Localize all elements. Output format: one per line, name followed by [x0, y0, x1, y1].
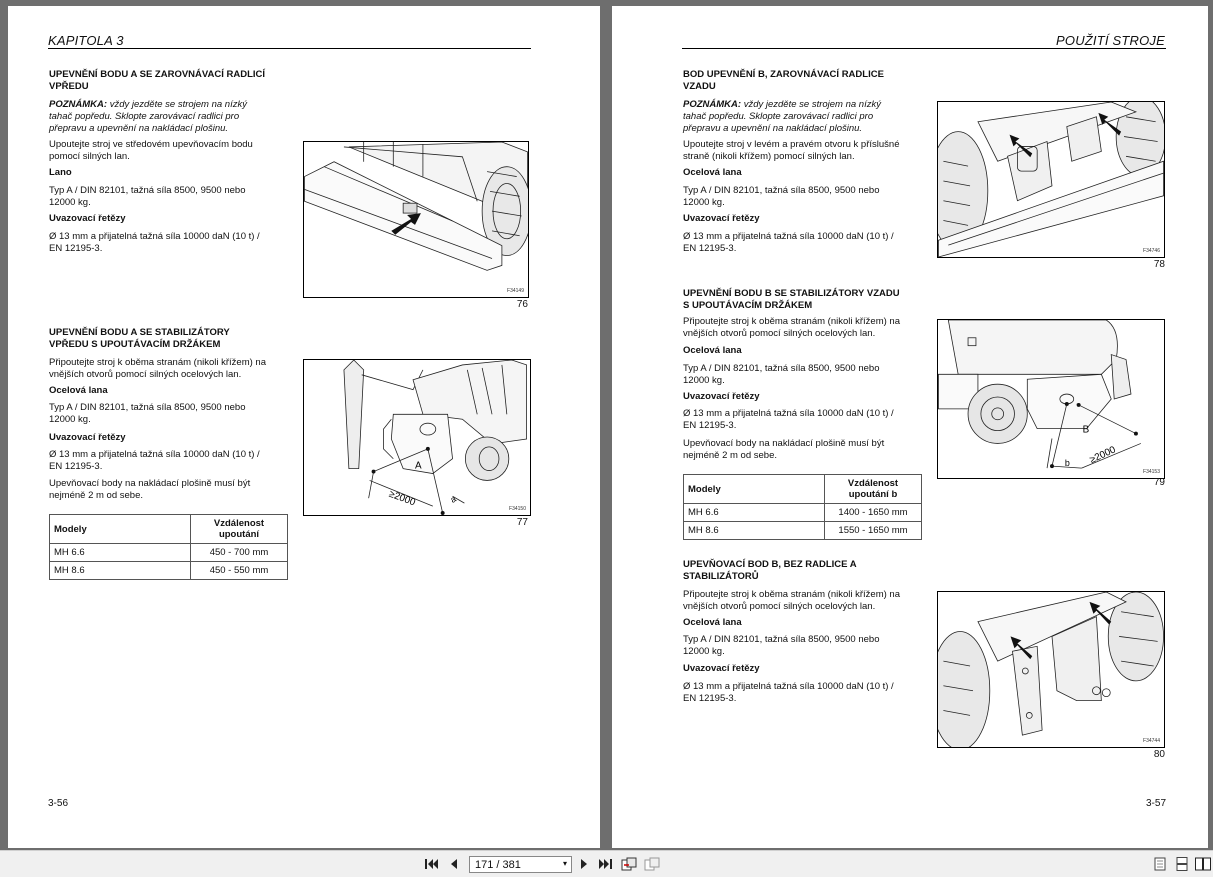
label-a-distance: a [448, 493, 458, 505]
text-line: EN 12195-3. [683, 420, 737, 431]
section-title-line2: STABILIZÁTORŮ [683, 571, 759, 582]
text-line: EN 12195-3. [683, 243, 737, 254]
text-line: Připoutejte stroj k oběma stranám (nikoli křížem) na [683, 589, 900, 600]
spacing-paragraph [49, 478, 280, 502]
text-line: EN 12195-3. [683, 693, 737, 704]
label-dimension: ≥2000 [1088, 444, 1118, 466]
figure-79-rear-stabilizers [937, 319, 1165, 479]
text-line: straně (nikoli křížem) pomocí silných lan. [683, 151, 855, 162]
subheading-steel-ropes: Ocelová lana [683, 345, 742, 356]
table-row [50, 562, 288, 580]
figure-77-front-stabilizers [303, 359, 531, 516]
text-line: Typ A / DIN 82101, tažná síla 8500, 9500 nebo [49, 185, 246, 196]
figure-code: F34153 [1143, 469, 1160, 475]
spec-table [49, 514, 288, 580]
text-line: EN 12195-3. [49, 461, 103, 472]
figure-number: 76 [516, 299, 528, 310]
subheading-chains: Uvazovací řetězy [49, 432, 126, 443]
section-title-line1: UPEVNĚNÍ BODU B SE STABILIZÁTORY VZADU [683, 288, 900, 299]
two-page-view-icon[interactable] [1195, 856, 1211, 872]
note-line: tahač popředu. Sklopte zarovávací radlici pro [49, 111, 240, 122]
label-a-point: A [415, 460, 422, 472]
text-line: 12000 kg. [49, 414, 91, 425]
text-line: Upoutejte stroj v levém a pravém otvoru k příslušné [683, 139, 900, 150]
header-rule [48, 48, 531, 49]
chapter-header: POUŽITÍ STROJE [1056, 33, 1165, 48]
subheading-chains: Uvazovací řetězy [683, 213, 760, 224]
right-page [612, 6, 1208, 848]
table-row [684, 522, 922, 540]
figure-80-rear-no-blade [937, 591, 1165, 748]
label-b-distance: b [1064, 458, 1070, 469]
table-cell: 1400 - 1650 mm [825, 504, 922, 522]
table-row [684, 504, 922, 522]
machine-illustration [304, 360, 530, 515]
single-page-view-icon[interactable] [1152, 856, 1168, 872]
table-cell: 450 - 550 mm [191, 562, 288, 580]
text-line: pomocí silných lan. [49, 151, 130, 162]
figure-78-rear-blade [937, 101, 1165, 258]
subheading-steel-ropes: Ocelová lana [683, 617, 742, 628]
subheading-rope: Lano [49, 167, 72, 178]
text-line: Upevňovací body na nakládací plošině musí být [683, 438, 885, 449]
figure-code: F34150 [509, 506, 526, 512]
machine-illustration [938, 320, 1164, 478]
note-line: vždy jezděte se strojem na nízký [109, 99, 247, 110]
extract-page-icon[interactable] [621, 856, 637, 872]
text-line: nejméně 2 m od sebe. [49, 490, 144, 501]
note-line: vždy jezděte se strojem na nízký [743, 99, 881, 110]
rope-spec [683, 363, 914, 387]
text-line: vnějších otvorů pomocí silných ocelových lan. [683, 328, 876, 339]
section-title-line2: VPŘEDU S UPOUTÁVACÍM DRŽÁKEM [49, 339, 221, 350]
rope-spec [683, 634, 914, 658]
intro-paragraph [683, 316, 914, 340]
text-line: Upoutejte stroj ve středovém upevňovacím bodu [49, 139, 253, 150]
header-line: Vzdálenost [213, 518, 265, 529]
chapter-header: KAPITOLA 3 [48, 33, 124, 48]
text-line: Ø 13 mm a přijatelná tažná síla 10000 daN (10 t) / [49, 231, 260, 242]
label-dimension: ≥2000 [387, 488, 417, 509]
subheading-chains: Uvazovací řetězy [49, 213, 126, 224]
chain-spec [49, 449, 280, 473]
section-title-line2: VPŘEDU [49, 81, 89, 92]
rotate-page-icon[interactable] [644, 856, 660, 872]
section-title-line1: BOD UPEVNĚNÍ B, ZAROVNÁVACÍ RADLICE [683, 69, 884, 80]
label-b-point: B [1082, 424, 1090, 436]
section-title-line2: S UPOUTÁVACÍM DRŽÁKEM [683, 300, 813, 311]
text-line: vnějších otvorů pomocí silných ocelových lan. [49, 369, 242, 380]
note-label: POZNÁMKA: [49, 99, 108, 110]
table-cell: MH 6.6 [50, 544, 191, 562]
page-number: 3-56 [48, 798, 69, 809]
table-header-models: Modely [684, 475, 825, 504]
text-line: 12000 kg. [683, 197, 725, 208]
left-page [8, 6, 600, 848]
spec-table [683, 474, 922, 540]
rope-spec [49, 185, 280, 209]
note-label: POZNÁMKA: [683, 99, 742, 110]
intro-paragraph [683, 139, 914, 163]
text-line: 12000 kg. [683, 375, 725, 386]
section-title-line1: UPEVNĚNÍ BODU A SE ZAROVNÁVACÍ RADLICÍ [49, 69, 266, 80]
text-line: vnějších otvorů pomocí silných ocelových lan. [683, 601, 876, 612]
figure-76-front-blade [303, 141, 529, 298]
table-header-distance [191, 515, 288, 544]
section-title-line2: VZADU [683, 81, 716, 92]
intro-paragraph [49, 139, 280, 163]
text-line: Ø 13 mm a přijatelná tažná síla 10000 daN (10 t) / [683, 231, 894, 242]
table-cell: 450 - 700 mm [191, 544, 288, 562]
text-line: Typ A / DIN 82101, tažná síla 8500, 9500 nebo [683, 634, 880, 645]
page-number-input[interactable] [469, 856, 572, 873]
note-line: přepravu a upevnění na nakládací plošinu. [683, 123, 863, 134]
rope-spec [683, 185, 914, 209]
figure-number: 77 [516, 517, 528, 528]
chain-spec [49, 231, 280, 255]
first-page-icon[interactable] [424, 856, 440, 872]
viewer-toolbar [0, 850, 1213, 877]
machine-illustration [938, 592, 1164, 747]
note-paragraph [683, 99, 914, 135]
machine-illustration [938, 102, 1164, 257]
table-cell: MH 6.6 [684, 504, 825, 522]
intro-paragraph [49, 357, 280, 381]
machine-illustration [304, 142, 528, 297]
text-line: Ø 13 mm a přijatelná tažná síla 10000 daN (10 t) / [49, 449, 260, 460]
section-title-line1: UPEVNĚNÍ BODU A SE STABILIZÁTORY [49, 327, 230, 338]
text-line: Ø 13 mm a přijatelná tažná síla 10000 daN (10 t) / [683, 681, 894, 692]
table-cell: MH 8.6 [50, 562, 191, 580]
header-line: upoutání b [848, 489, 898, 500]
section-title-line1: UPEVŇOVACÍ BOD B, BEZ RADLICE A [683, 559, 857, 570]
chain-spec [683, 408, 914, 432]
text-line: Typ A / DIN 82101, tažná síla 8500, 9500 nebo [49, 402, 246, 413]
figure-code: F34149 [507, 288, 524, 294]
header-rule [682, 48, 1166, 49]
table-header-distance [825, 475, 922, 504]
next-page-icon[interactable] [576, 856, 592, 872]
chain-spec [683, 231, 914, 255]
text-line: Připoutejte stroj k oběma stranám (nikoli křížem) na [49, 357, 266, 368]
subheading-chains: Uvazovací řetězy [683, 663, 760, 674]
text-line: Upevňovací body na nakládací plošině musí být [49, 478, 251, 489]
subheading-chains: Uvazovací řetězy [683, 391, 760, 402]
last-page-icon[interactable] [597, 856, 613, 872]
figure-code: F34746 [1143, 248, 1160, 254]
text-line: 12000 kg. [49, 197, 91, 208]
text-line: Připoutejte stroj k oběma stranám (nikoli křížem) na [683, 316, 900, 327]
header-line: upoutání [218, 529, 260, 540]
text-line: nejméně 2 m od sebe. [683, 450, 778, 461]
prev-page-icon[interactable] [446, 856, 462, 872]
text-line: Typ A / DIN 82101, tažná síla 8500, 9500 nebo [683, 185, 880, 196]
figure-code: F34744 [1143, 738, 1160, 744]
page-number: 3-57 [1145, 798, 1166, 809]
text-line: EN 12195-3. [49, 243, 103, 254]
table-header-models: Modely [50, 515, 191, 544]
continuous-view-icon[interactable] [1174, 856, 1190, 872]
text-line: Typ A / DIN 82101, tažná síla 8500, 9500 nebo [683, 363, 880, 374]
subheading-steel-ropes: Ocelová lana [49, 385, 108, 396]
chain-spec [683, 681, 914, 705]
intro-paragraph [683, 589, 914, 613]
note-line: tahač popředu. Sklopte zarovávací radlici pro [683, 111, 874, 122]
subheading-steel-ropes: Ocelová lana [683, 167, 742, 178]
text-line: 12000 kg. [683, 646, 725, 657]
note-line: přepravu a upevnění na nakládací plošinu. [49, 123, 229, 134]
figure-number: 79 [1153, 477, 1165, 488]
chevron-down-icon[interactable]: ▾ [562, 859, 567, 868]
figure-number: 80 [1153, 749, 1165, 760]
header-line: Vzdálenost [847, 478, 899, 489]
text-line: Ø 13 mm a přijatelná tažná síla 10000 daN (10 t) / [683, 408, 894, 419]
table-cell: MH 8.6 [684, 522, 825, 540]
note-paragraph [49, 99, 280, 135]
table-row [50, 544, 288, 562]
figure-number: 78 [1153, 259, 1165, 270]
spacing-paragraph [683, 438, 914, 462]
rope-spec [49, 402, 280, 426]
page-indicator: 171 / 381 [475, 858, 521, 871]
table-cell: 1550 - 1650 mm [825, 522, 922, 540]
